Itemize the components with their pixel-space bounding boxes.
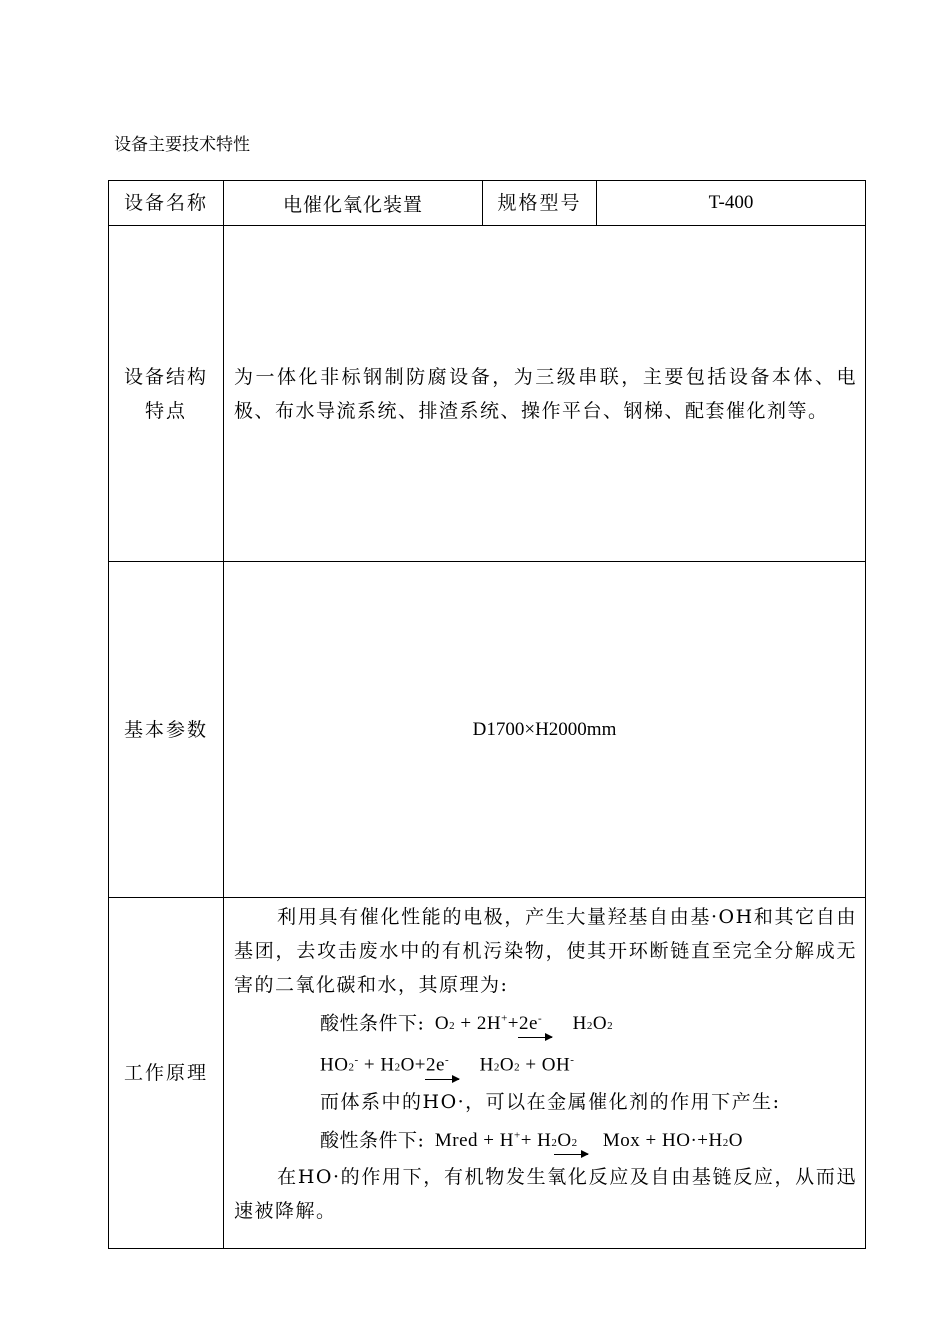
row-params (109, 562, 866, 898)
spec-model-label: 规格型号 (483, 181, 597, 226)
principle-conclusion (234, 1160, 857, 1228)
equation-1-prefix: 酸性条件下: (320, 1012, 425, 1035)
row-device-name (109, 181, 866, 226)
structure-label (109, 226, 224, 562)
row-structure (109, 226, 866, 562)
spec-table (108, 180, 866, 1249)
equation-2: HO2- + H2O+2e- H2O2 + OH- (234, 1043, 857, 1084)
equation-1-formula: O2 + 2H++2e- H2O2 (424, 1013, 613, 1034)
principle-intro-text: 利用具有催化性能的电极，产生大量羟基自由基·OH和其它自由基团，去攻击废水中的有机污染物，使其开环断链直至完全分解成无害的二氧化碳和水，其原理为: (234, 906, 857, 996)
row-principle (109, 898, 866, 1249)
principle-mid (234, 1085, 857, 1119)
structure-label-text: 设备结构特点 (123, 365, 208, 422)
spec-model-value: T-400 (597, 181, 866, 226)
principle-label: 工作原理 (109, 898, 224, 1249)
principle-mid-text: 而体系中的HO·，可以在金属催化剂的作用下产生: (320, 1090, 781, 1113)
principle-conclusion-text: 在HO·的作用下，有机物发生氧化反应及自由基链反应，从而迅速被降解。 (234, 1165, 857, 1222)
equation-3-prefix: 酸性条件下: (320, 1128, 425, 1151)
params-label: 基本参数 (109, 562, 224, 898)
equation-3-formula: Mred + H++ H2O2 Mox + HO·+H2O (424, 1130, 743, 1151)
device-name-label: 设备名称 (109, 181, 224, 226)
equation-1 (234, 1002, 857, 1043)
principle-content (224, 898, 866, 1249)
structure-text: 为一体化非标钢制防腐设备，为三级串联，主要包括设备本体、电极、布水导流系统、排渣系统、操作平台、钢梯、配套催化剂等。 (224, 226, 866, 562)
params-value: D1700×H2000mm (224, 562, 866, 898)
principle-intro (234, 900, 857, 1002)
document-title: 设备主要技术特性 (114, 135, 250, 155)
device-name-value: 电催化氧化装置 (224, 181, 483, 226)
equation-3 (234, 1119, 857, 1160)
